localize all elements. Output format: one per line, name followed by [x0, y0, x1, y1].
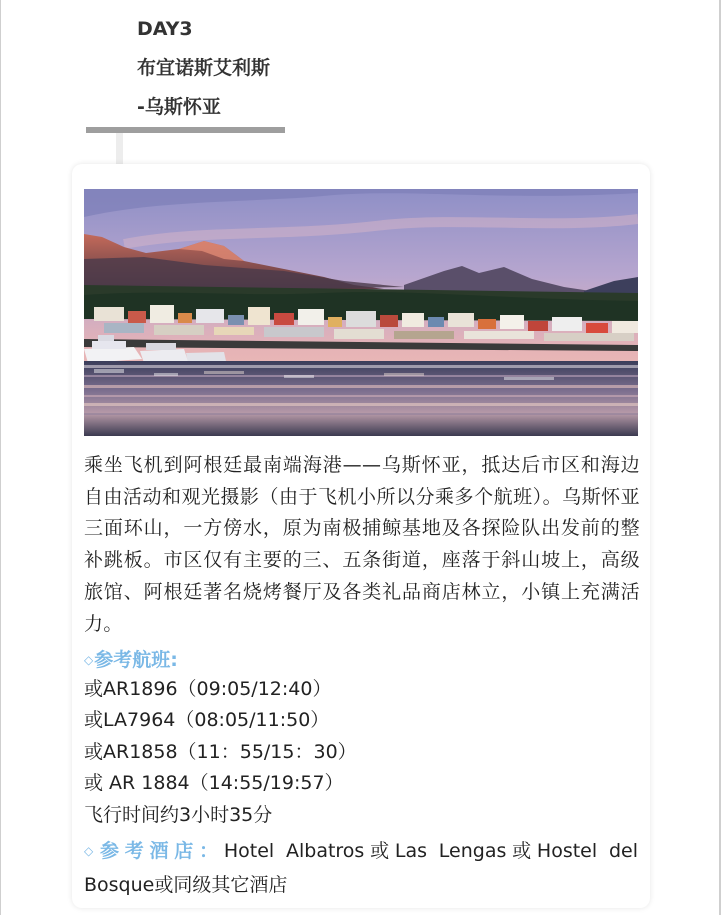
- page-border-left: [0, 0, 1, 915]
- hotel-heading: [84, 840, 224, 862]
- flights-heading: [84, 645, 178, 672]
- day-header: [137, 10, 270, 127]
- hotel-label: 参考酒店：: [100, 840, 224, 862]
- timeline-connector: [116, 133, 123, 165]
- diamond-bullet-icon: ◇: [84, 844, 99, 858]
- flight-item-1: 或AR1896（09:05/12:40）: [84, 678, 332, 700]
- flight-item-2: 或LA7964（08:05/11:50）: [84, 709, 330, 731]
- flights-label: 参考航班:: [94, 649, 178, 671]
- flight-duration: 飞行时间约3小时35分: [84, 804, 273, 826]
- hotel-text: Hotel Albatros或Las Lengas或Hostel del Bosque或同级其它酒店: [84, 840, 638, 896]
- day-label: DAY3: [137, 18, 193, 40]
- flight-item-4: 或 AR 1884（14:55/19:57）: [84, 772, 344, 794]
- diamond-bullet-icon: ◇: [84, 653, 94, 667]
- route-line-1: 布宜诺斯艾利斯: [137, 57, 271, 79]
- route-line-2: -乌斯怀亚: [137, 96, 221, 118]
- flight-item-3: 或AR1858（11：55/15：30）: [84, 741, 357, 763]
- harbor-photo: [84, 189, 638, 436]
- hotel-paragraph: [84, 835, 638, 901]
- description-text: 乘坐飞机到阿根廷最南端海港——乌斯怀亚，抵达后市区和海边自由活动和观光摄影（由于飞机小所以分乘多个航班）。乌斯怀亚三面环山，一方傍水，原为南极捕鲸基地及各探险队出发前的整补跳板。市区仅有主要的三、五条街道，座落于斜山坡上，高级旅馆、阿根廷著名烧烤餐厅及各类礼品商店林立，小镇上充满活力。: [84, 454, 640, 635]
